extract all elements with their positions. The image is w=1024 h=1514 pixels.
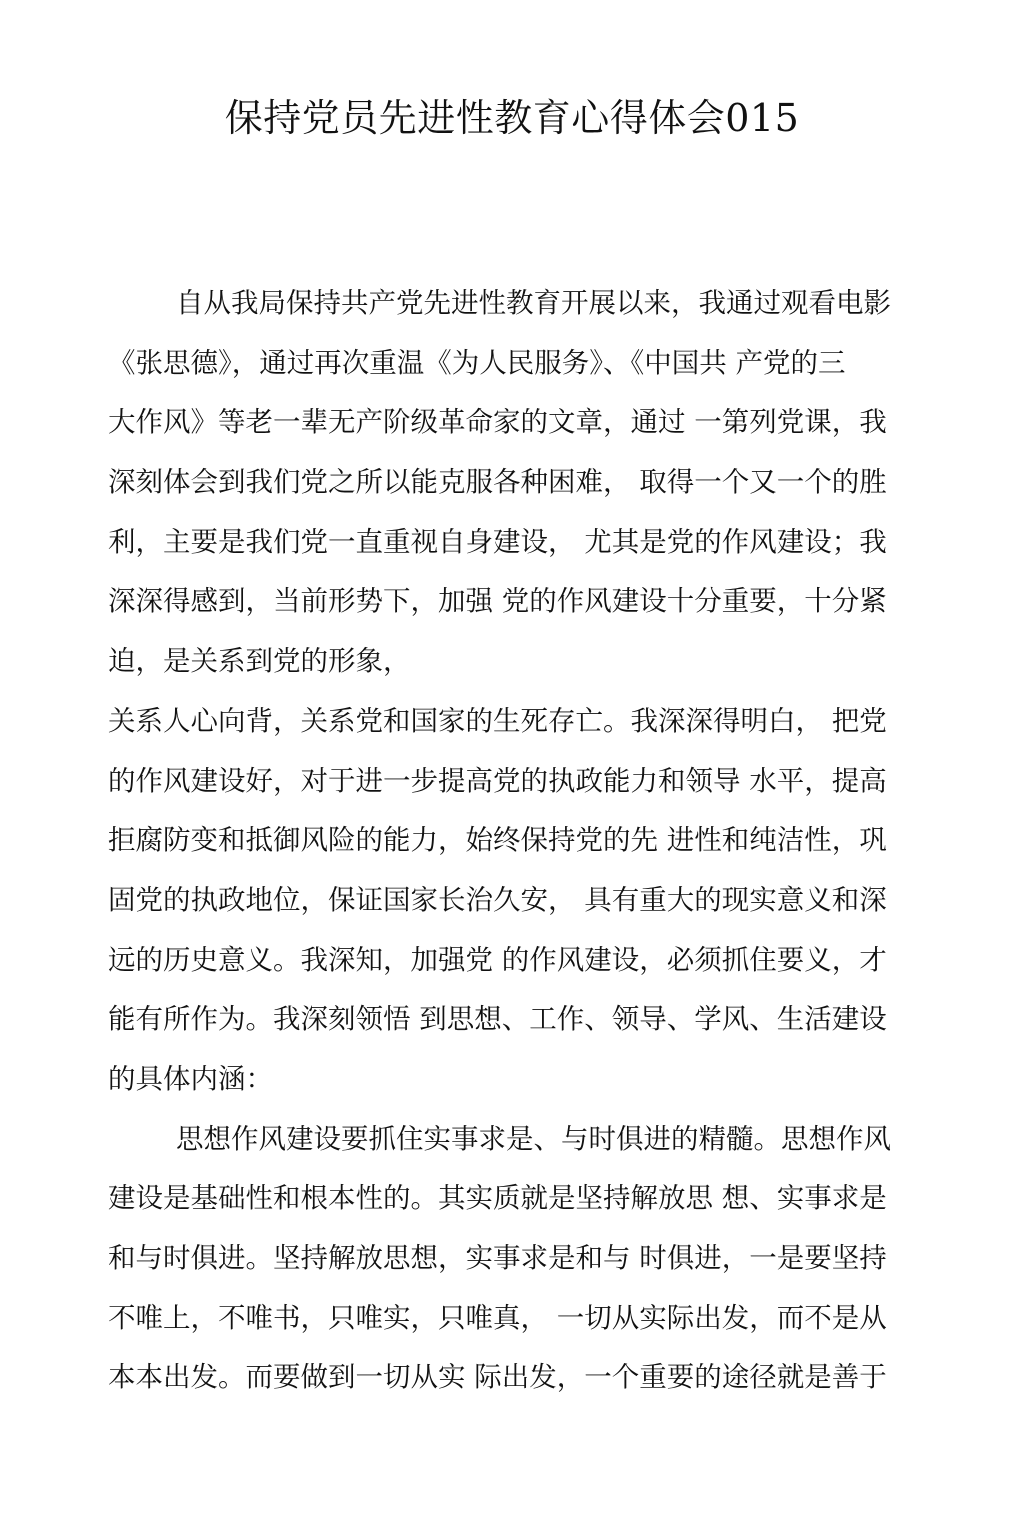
body-line: 大作风》等老一辈无产阶级革命家的文章，通过 一第列党课，我 [108,406,887,439]
body-line: 的具体内涵： [108,1062,273,1095]
body-line: 固党的执政地位，保证国家长治久安， 具有重大的现实意义和深 [108,883,887,916]
body-line: 能有所作为。我深刻领悟 到思想、工作、领导、学风、生活建设 [108,1003,887,1036]
body-line: 本本出发。而要做到一切从实 际出发，一个重要的途径就是善于 [108,1361,887,1394]
document-body [108,278,928,1412]
body-line: 迫，是关系到党的形象， [108,645,411,678]
body-line: 关系人心向背，关系党和国家的生死存亡。我深深得明白， 把党 [108,704,887,737]
body-line: 建设是基础性和根本性的。其实质就是坚持解放思 想、实事求是 [108,1182,887,1215]
page-title: 保持党员先进性教育心得体会015 [224,96,800,140]
body-line: 远的历史意义。我深知，加强党 的作风建设，必须抓住要义，才 [108,943,887,976]
body-line: 和与时俱进。坚持解放思想，实事求是和与 时俱进，一是要坚持 [108,1242,887,1274]
body-line: 深刻体会到我们党之所以能克服各种困难， 取得一个又一个的胜 [108,466,887,499]
body-line: 《张思德》，通过再次重温《为人民服务》、《中国共 产党的三 [108,346,846,379]
body-line: 利，主要是我们党一直重视自身建设， 尤其是党的作风建设；我 [108,525,887,558]
body-line: 思想作风建设要抓住实事求是、与时俱进的精髓。思想作风 [176,1122,891,1155]
body-line: 的作风建设好，对于进一步提高党的执政能力和领导 水平，提高 [108,764,887,797]
body-line: 深深得感到，当前形势下，加强 党的作风建设十分重要，十分紧 [108,585,887,618]
body-line: 自从我局保持共产党先进性教育开展以来，我通过观看电影 [176,287,891,319]
body-line: 不唯上，不唯书，只唯实，只唯真， 一切从实际出发，而不是从 [108,1301,887,1334]
body-line: 拒腐防变和抵御风险的能力，始终保持党的先 进性和纯洁性，巩 [108,824,887,857]
